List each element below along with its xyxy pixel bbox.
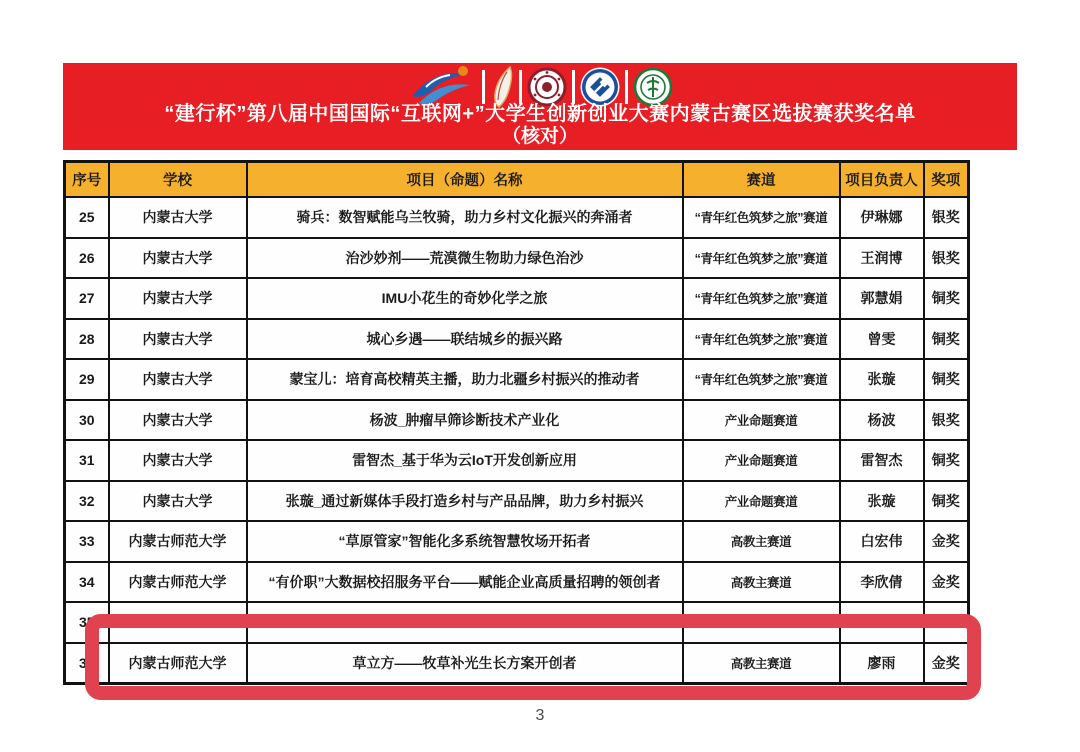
row-award: 金奖 [924, 521, 969, 562]
row-project: 杨波_肿瘤早筛诊断技术产业化 [247, 400, 683, 441]
table-row [65, 602, 969, 643]
row-project: 雷智杰_基于华为云IoT开发创新应用 [247, 440, 683, 481]
header-award: 奖项 [924, 162, 969, 198]
row-track: 高教主赛道 [683, 521, 840, 562]
row-number: 28 [65, 319, 109, 360]
header-school: 学校 [109, 162, 247, 198]
logo-divider [482, 70, 485, 104]
row-award: 银奖 [924, 238, 969, 279]
row-school: 内蒙古师范大学 [109, 562, 247, 603]
awards-table [63, 160, 970, 685]
row-leader: 杨波 [840, 400, 924, 441]
title-banner [63, 63, 1017, 150]
row-number: 33 [65, 521, 109, 562]
row-school: 内蒙古大学 [109, 481, 247, 522]
table-row [65, 319, 969, 360]
table-row [65, 643, 969, 684]
banner-title: “建行杯”第八届中国国际“互联网+”大学生创新创业大赛内蒙古赛区选拔赛获奖名单 [164, 103, 916, 125]
row-number: 36 [65, 643, 109, 684]
row-award: 银奖 [924, 400, 969, 441]
table-row [65, 400, 969, 441]
table-row [65, 562, 969, 603]
row-school: 内蒙古大学 [109, 197, 247, 238]
row-track: “青年红色筑梦之旅”赛道 [683, 197, 840, 238]
row-number: 29 [65, 359, 109, 400]
page-number: 3 [535, 707, 545, 724]
row-leader: 王润博 [840, 238, 924, 279]
row-project: IMU小花生的奇妙化学之旅 [247, 278, 683, 319]
row-leader: 廖雨 [840, 643, 924, 684]
row-track: 产业命题赛道 [683, 481, 840, 522]
row-leader: 雷智杰 [840, 440, 924, 481]
banner-subtitle: （核对） [501, 126, 578, 147]
row-project: “有价职”大数据校招服务平台——赋能企业高质量招聘的领创者 [247, 562, 683, 603]
row-number: 34 [65, 562, 109, 603]
row-number: 32 [65, 481, 109, 522]
row-project: 张璇_通过新媒体手段打造乡村与产品品牌，助力乡村振兴 [247, 481, 683, 522]
row-project: 城心乡遇——联结城乡的振兴路 [247, 319, 683, 360]
row-track [683, 602, 840, 643]
row-award: 铜奖 [924, 440, 969, 481]
row-award: 银奖 [924, 197, 969, 238]
row-track: “青年红色筑梦之旅”赛道 [683, 238, 840, 279]
row-award: 铜奖 [924, 359, 969, 400]
row-number: 31 [65, 440, 109, 481]
table-body [65, 197, 969, 684]
row-award: 金奖 [924, 643, 969, 684]
header-track: 赛道 [683, 162, 840, 198]
row-project: “草原管家”智能化多系统智慧牧场开拓者 [247, 521, 683, 562]
row-leader: 张璇 [840, 359, 924, 400]
table-row [65, 440, 969, 481]
row-school: 内蒙古大学 [109, 238, 247, 279]
row-school: 内蒙古大学 [109, 319, 247, 360]
header-project: 项目（命题）名称 [247, 162, 683, 198]
row-award [924, 602, 969, 643]
row-track: 产业命题赛道 [683, 400, 840, 441]
row-school [109, 602, 247, 643]
row-track: 产业命题赛道 [683, 440, 840, 481]
row-project: 骑兵：数智赋能乌兰牧骑，助力乡村文化振兴的奔涌者 [247, 197, 683, 238]
row-number: 30 [65, 400, 109, 441]
row-track: “青年红色筑梦之旅”赛道 [683, 319, 840, 360]
row-track: “青年红色筑梦之旅”赛道 [683, 359, 840, 400]
row-award: 金奖 [924, 562, 969, 603]
row-project: 治沙妙剂——荒漠微生物助力绿色治沙 [247, 238, 683, 279]
logo-divider [572, 70, 575, 104]
row-leader: 郭慧娟 [840, 278, 924, 319]
row-project [247, 602, 683, 643]
row-school: 内蒙古大学 [109, 278, 247, 319]
row-award: 铜奖 [924, 319, 969, 360]
table-row [65, 359, 969, 400]
row-leader: 曾雯 [840, 319, 924, 360]
row-leader: 白宏伟 [840, 521, 924, 562]
row-school: 内蒙古大学 [109, 440, 247, 481]
row-track: 高教主赛道 [683, 562, 840, 603]
row-school: 内蒙古大学 [109, 359, 247, 400]
row-project: 草立方——牧草补光生长方案开创者 [247, 643, 683, 684]
row-track: 高教主赛道 [683, 643, 840, 684]
row-school: 内蒙古师范大学 [109, 643, 247, 684]
row-school: 内蒙古师范大学 [109, 521, 247, 562]
table-header-row [65, 162, 969, 198]
row-school: 内蒙古大学 [109, 400, 247, 441]
row-number: 26 [65, 238, 109, 279]
header-number: 序号 [65, 162, 109, 198]
row-award: 铜奖 [924, 481, 969, 522]
table-row [65, 521, 969, 562]
row-leader: 李欣倩 [840, 562, 924, 603]
table-row [65, 481, 969, 522]
table-row [65, 238, 969, 279]
row-award: 铜奖 [924, 278, 969, 319]
row-leader: 伊琳娜 [840, 197, 924, 238]
row-number: 25 [65, 197, 109, 238]
table-row [65, 197, 969, 238]
row-project: 蒙宝儿：培育高校精英主播，助力北疆乡村振兴的推动者 [247, 359, 683, 400]
row-leader: 张璇 [840, 481, 924, 522]
logo-divider [519, 70, 522, 104]
logo-divider [625, 70, 628, 104]
row-track: “青年红色筑梦之旅”赛道 [683, 278, 840, 319]
header-leader: 项目负责人 [840, 162, 924, 198]
row-number: 35 [65, 602, 109, 643]
row-leader [840, 602, 924, 643]
row-number: 27 [65, 278, 109, 319]
table-row [65, 278, 969, 319]
